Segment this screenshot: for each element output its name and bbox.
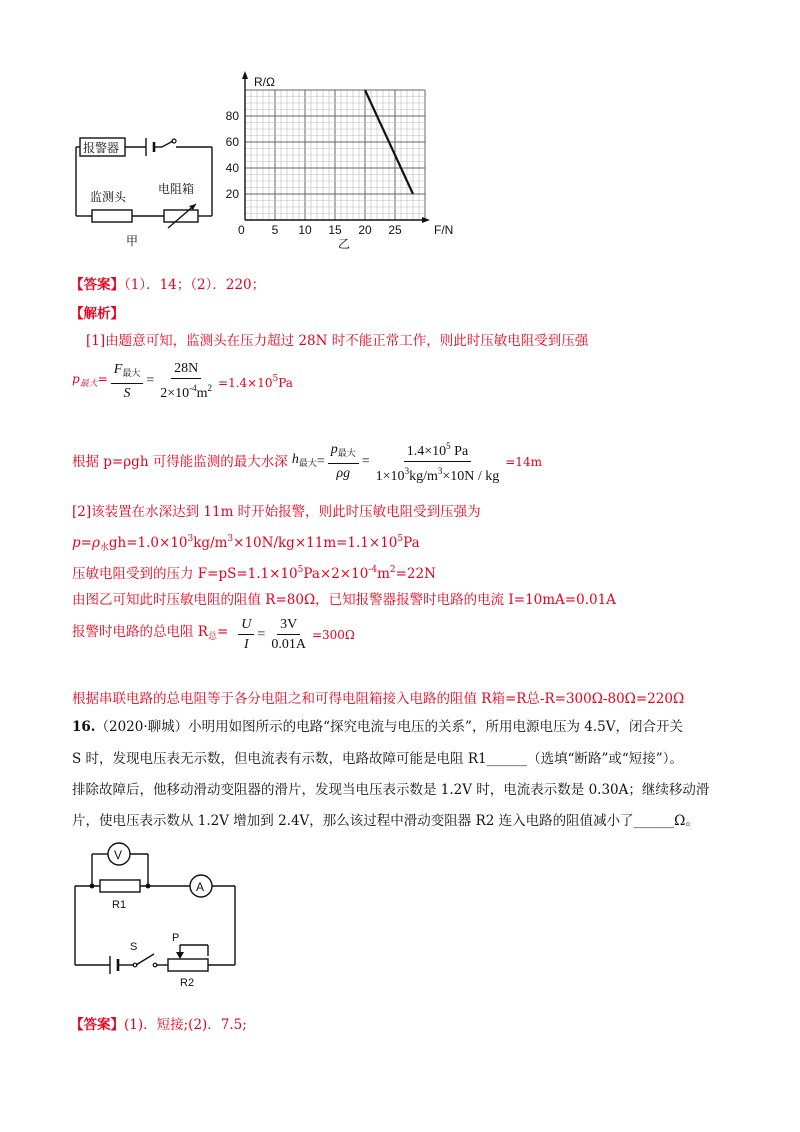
depth-intro: 根据 p=ρgh 可得能监测的最大水深 (72, 453, 288, 470)
equals-sign: = (97, 371, 108, 386)
r2-label: R2 (180, 977, 195, 989)
x-tick-label: 10 (298, 223, 312, 237)
fraction-U-over-I (238, 616, 254, 653)
r1-label: R1 (112, 899, 127, 911)
fraction-p-over-rhog (328, 441, 359, 482)
area-base: 2×10 (160, 386, 190, 401)
sensor-label: 监测头 (90, 190, 127, 204)
x-tick-label: 25 (388, 223, 402, 237)
pressure-result-unit: Pa (278, 376, 293, 390)
depth-formula: 根据 p=ρgh 可得能监测的最大水深 $h_{最大}$ = $\frac{p_{最大}}{\rho g}$ = $\frac{1.4\times 10^5 Pa}{1\times 10^3kg/m^3\times 10N / kg}$ =14m (72, 438, 542, 485)
analysis-label-row (70, 305, 124, 323)
figure-label-jia: 甲 (126, 234, 139, 248)
area-unit: m (196, 386, 208, 401)
line3-c: kg/m (193, 535, 228, 551)
question-16-line-2: S 时，发现电压表无示数，但电流表有示数，电路故障可能是电阻 R1______（选填“断路”或“短接”）。 (72, 751, 683, 767)
h-max-sub: 最大 (298, 458, 317, 468)
alarm-label: 报警器 (83, 141, 120, 155)
origin-label: 0 (238, 223, 245, 237)
area-exp: -4 (189, 383, 197, 393)
voltmeter-label: V (114, 848, 123, 862)
line3-d: ×10N/kg×11m=1.1×10 (233, 535, 398, 551)
y-tick-label: 40 (225, 161, 239, 175)
line3-exp3: 5 (397, 534, 404, 544)
I-symbol: I (244, 637, 249, 652)
line6-sub: 总 (207, 632, 217, 642)
p-symbol: p (72, 371, 80, 386)
F-symbol: F (113, 361, 123, 377)
numerator-3V: 3V (277, 616, 300, 635)
y-tick-label: 60 (225, 135, 239, 149)
fraction-28N-over-area (157, 360, 215, 402)
depth-den-rest: kg/m (409, 469, 438, 484)
depth-num: 1.4×10 (406, 444, 447, 459)
switch-label: S (130, 941, 138, 953)
depth-den-rest-exp: 3 (437, 466, 443, 476)
question-16-line-4: 片，使电压表示数从 1.2V 增加到 2.4V，那么该过程中滑动变阻器 R2 连入电路的阻值减小了______Ω。 (72, 813, 699, 829)
pressure-result-exp: 5 (272, 374, 279, 384)
denominator-001A: 0.01A (271, 637, 306, 652)
numerator-28N: 28N (171, 360, 201, 379)
analysis-label: 【解析】 (70, 306, 124, 322)
line3-sub: 水 (99, 543, 109, 553)
depth-den: 1×10 (375, 469, 405, 484)
fraction-3V-over-001A (268, 616, 309, 653)
line4-exp3: 2 (389, 565, 396, 575)
question-number: 16. (72, 719, 96, 735)
figure-label-yi: 乙 (338, 237, 351, 250)
line4-b: Pa×2×10 (303, 566, 369, 582)
F-max-sub: 最大 (122, 367, 141, 378)
question-16-line-3: 排除故障后，他移动滑动变阻器的滑片，发现当电压表示数是 1.2V 时，电流表示数是 0.30A；继续移动滑 (72, 782, 710, 798)
line4-a: 压敏电阻受到的压力 F=pS=1.1×10 (72, 566, 298, 582)
resistance-force-graph (220, 68, 470, 250)
answer-2-label: 【答案】 (70, 1017, 124, 1033)
pressure-formula: $p_{最大}=$ $\frac{F_{最大}}{S}$ = $\frac{28N}{2\times 10^{-4}m^2}$ $=1.4\times 10^5Pa$ (72, 361, 293, 401)
depth-den-exp: 3 (404, 466, 410, 476)
answer-1-text: （1）．14；（2）．220； (124, 277, 266, 293)
line4-exp2: -4 (368, 565, 378, 575)
p-max-sub: 最大 (79, 378, 98, 389)
answer-1 (70, 276, 265, 294)
analysis-line-2: [2]该装置在水深达到 11m 时开始报警，则此时压敏电阻受到压强为 (72, 504, 481, 520)
h-symbol: h (291, 452, 299, 467)
fraction-depth-values (373, 438, 503, 485)
answer-1-label: 【答案】 (70, 277, 124, 293)
fraction-F-over-S (111, 361, 144, 402)
analysis-line-4 (72, 561, 436, 583)
area-unit-exp: 2 (207, 383, 213, 393)
alarm-circuit-figure (70, 130, 220, 255)
x-axis-label: F/N (434, 223, 454, 237)
rho-g-symbol: ρg (336, 466, 351, 481)
total-resistance-formula: 报警时电路的总电阻 $R_总=$ $\frac{U}{I}$ = $\frac{3V}{0.01A}$ =300Ω (72, 617, 355, 652)
p-over-sub: 最大 (337, 448, 356, 458)
depth-den-tail: ×10N / kg (442, 469, 500, 484)
line3-a: p=ρ (72, 535, 100, 551)
analysis-line-3 (72, 530, 420, 557)
line4-d: =22N (395, 566, 436, 582)
x-tick-label: 5 (271, 223, 279, 237)
voltage-current-circuit-figure (70, 840, 250, 990)
analysis-line-7: 根据串联电路的总电阻等于各分电阻之和可得电阻箱接入电路的阻值 R箱=R总-R=300Ω-80Ω=220Ω (72, 691, 685, 707)
y-axis-label: R/Ω (254, 75, 275, 89)
U-symbol: U (238, 616, 254, 635)
depth-num-exp: 5 (446, 441, 451, 451)
y-tick-label: 80 (225, 109, 239, 123)
line3-e: Pa (403, 535, 420, 551)
p-over-symbol: p (330, 442, 338, 457)
line3-exp2: 3 (227, 534, 234, 544)
answer-2-text: (1)．短接;(2)．7.5; (124, 1017, 247, 1033)
line4-exp1: 5 (297, 565, 304, 575)
line3-exp1: 3 (187, 534, 194, 544)
slider-label: P (172, 932, 180, 944)
depth-num-unit: Pa (450, 444, 469, 459)
line6-text: 报警时电路的总电阻 R (72, 624, 208, 640)
pressure-result: =1.4×10 (218, 376, 273, 390)
total-resistance-result: =300Ω (311, 627, 355, 642)
resistor-box-label: 电阻箱 (158, 182, 195, 196)
y-tick-label: 20 (225, 187, 239, 201)
analysis-line-5: 由图乙可知此时压敏电阻的阻值 R=80Ω，已知报警器报警时电路的电流 I=10mA=0.01A (72, 592, 616, 608)
line4-c: m (377, 566, 390, 582)
question-16-text-1: （2020·聊城）小明用如图所示的电路“探究电流与电压的关系”，所用电源电压为 4.5V，闭合开关 (95, 719, 683, 735)
analysis-line-1: [1]由题意可知，监测头在压力超过 28N 时不能正常工作，则此时压敏电阻受到压强 (86, 333, 589, 349)
ammeter-label: A (196, 880, 205, 894)
x-tick-label: 15 (328, 223, 342, 237)
line3-b: gh=1.0×10 (108, 535, 188, 551)
x-tick-label: 20 (358, 223, 372, 237)
answer-2 (70, 1016, 247, 1034)
depth-result: =14m (505, 454, 542, 469)
question-16-line-1 (72, 718, 683, 736)
S-symbol: S (123, 385, 131, 401)
